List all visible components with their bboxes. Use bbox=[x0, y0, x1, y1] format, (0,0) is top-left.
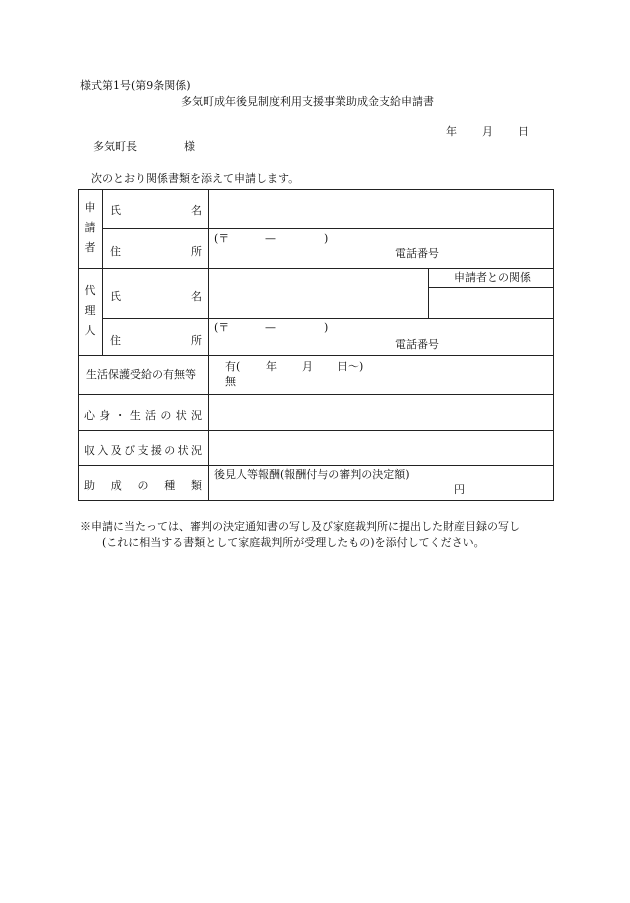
subsidy-kind: 後見人等報酬(報酬付与の審判の決定額) bbox=[214, 468, 410, 481]
rule-label-column bbox=[208, 189, 209, 500]
agent-address-label: 住 所 bbox=[110, 334, 202, 347]
applicant-address-label: 住 所 bbox=[110, 245, 202, 258]
welfare-yes-prefix: 有( bbox=[225, 360, 241, 373]
rule-agent-end bbox=[78, 355, 553, 356]
date-month-label: 月 bbox=[482, 125, 493, 138]
subsidy-label: 助 成 の 種 類 bbox=[84, 479, 202, 492]
agent-name-label: 氏 名 bbox=[110, 290, 202, 303]
application-form-table bbox=[78, 189, 553, 500]
welfare-label: 生活保護受給の有無等 bbox=[86, 368, 196, 381]
agent-postal-open: (〒 bbox=[214, 321, 230, 334]
condition-label: 心 身 ・ 生 活 の 状 況 bbox=[84, 409, 202, 422]
agent-relationship-label: 申請者との関係 bbox=[454, 271, 531, 284]
welfare-month: 月 bbox=[302, 360, 313, 373]
agent-postal-dash: — bbox=[265, 321, 276, 334]
rule-agent-name bbox=[102, 318, 553, 319]
applicant-postal-open: (〒 bbox=[214, 232, 230, 245]
footnote-line-2: (これに相当する書類として家庭裁判所が受理したもの)を添付してください。 bbox=[102, 536, 485, 549]
applicant-phone-label: 電話番号 bbox=[395, 247, 439, 260]
rule-relationship-header bbox=[428, 287, 553, 288]
welfare-no-label: 無 bbox=[225, 375, 236, 388]
agent-phone-label: 電話番号 bbox=[395, 338, 439, 351]
rule-welfare-end bbox=[78, 394, 553, 395]
intro-text: 次のとおり関係書類を添えて申請します。 bbox=[91, 172, 300, 185]
date-day-label: 日 bbox=[518, 125, 529, 138]
applicant-postal-dash: — bbox=[265, 232, 276, 245]
form-number: 様式第1号(第9条関係) bbox=[80, 79, 191, 92]
applicant-name-label: 氏 名 bbox=[110, 204, 202, 217]
rule-condition-end bbox=[78, 430, 553, 431]
rule-income-end bbox=[78, 465, 553, 466]
date-year-label: 年 bbox=[446, 125, 457, 138]
addressee: 多気町長 bbox=[93, 140, 137, 153]
footnote-line-1: ※申請に当たっては、審判の決定通知書の写し及び家庭裁判所に提出した財産目録の写し bbox=[80, 520, 520, 533]
agent-postal-close: ) bbox=[324, 321, 329, 334]
welfare-year: 年 bbox=[266, 360, 277, 373]
agent-group-label: 代 理 人 bbox=[84, 284, 96, 337]
rule-applicant-end bbox=[78, 268, 553, 269]
footnote bbox=[80, 519, 520, 551]
applicant-group-label: 申 請 者 bbox=[84, 201, 96, 254]
rule-applicant-name bbox=[102, 228, 553, 229]
rule-relationship-column bbox=[428, 268, 429, 318]
welfare-day-suffix: 日〜) bbox=[337, 360, 364, 373]
applicant-postal-close: ) bbox=[324, 232, 329, 245]
subsidy-yen: 円 bbox=[454, 483, 465, 496]
income-label: 収 入 及 び 支 援 の 状 況 bbox=[84, 444, 202, 457]
form-title: 多気町成年後見制度利用支援事業助成金支給申請書 bbox=[181, 95, 434, 108]
rule-group-column bbox=[102, 189, 103, 355]
addressee-honorific: 様 bbox=[184, 140, 195, 153]
